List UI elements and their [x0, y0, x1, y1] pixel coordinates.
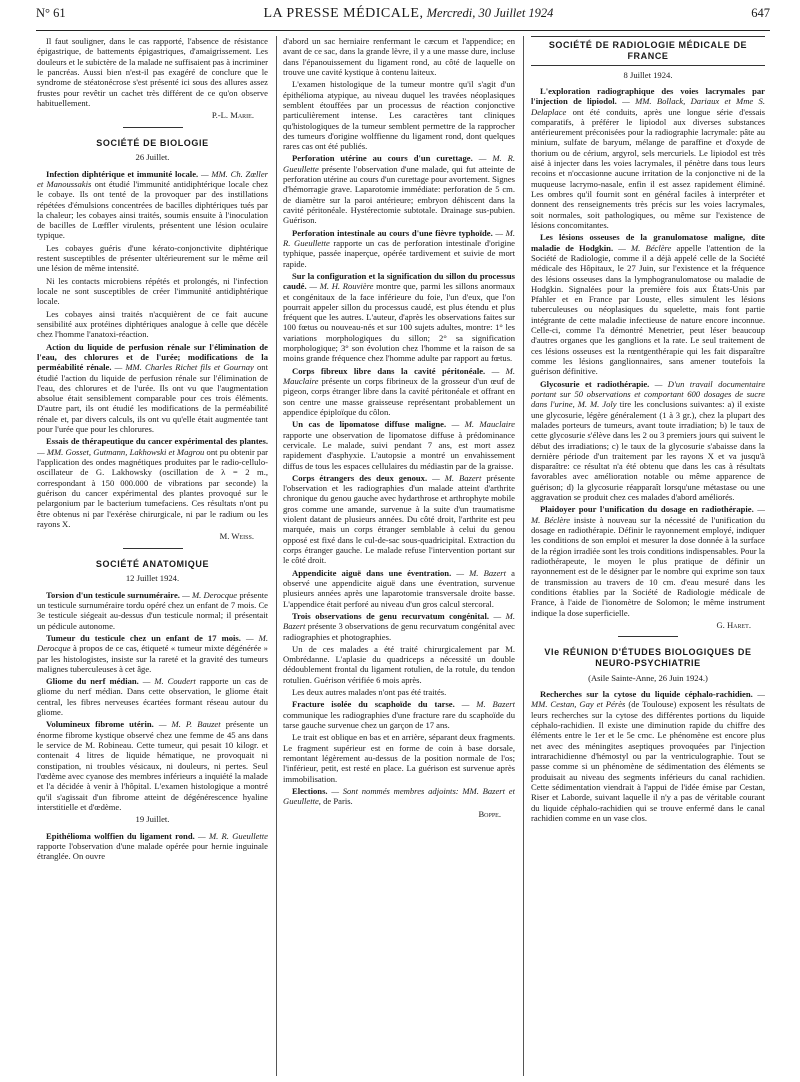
article-authors: — MM. Ch. Zœller et Manoussakis	[37, 168, 268, 189]
article-title: Torsion d'un testicule surnuméraire.	[46, 589, 180, 600]
section-heading-neuro: VIe RÉUNION D'ÉTUDES BIOLOGIQUES DE NEURO-PSYCHIATRIE	[544, 647, 752, 668]
article-title: Volumineux fibrome utérin.	[46, 719, 154, 730]
article-text: Le trait est oblique en bas et en arrière, séparant deux fragments. Le fragment supérieur est en forme de coin à base dorsale, remontant légèrement au-dessus de la position normale de l'os; l'inférieur, petit, est resté en place. La guérison est survenue après immobilisation.	[283, 732, 515, 784]
article-title: Epithélioma wolffien du ligament rond.	[46, 830, 195, 841]
article-text: Les cobayes ainsi traités n'acquièrent de ce fait aucune sensibilité aux protéines diphtériques analogue à celle que décèle chez l'homme l'anatoxi-réaction.	[37, 308, 268, 340]
article-paragraph	[283, 419, 515, 471]
column-3	[531, 36, 765, 1078]
article-title: Action du liquide de perfusion rénale sur l'élimination de l'eau, des chlorures et de l'urée; modifications de la perméabilité rénale.	[37, 341, 268, 373]
article-text: présente l'observation d'une malade, qui fut atteinte de perforation utérine au cours d'un curettage pour avortement. Signes d'hémorragie grave. Laparotomie immédiate: perforation de 5 cm. de diamètre sur la paroi antérieure; embryon déhiscent dans la cavité péritonéale. Hystérectomie subtotale. Drainage sus-pubien. Guérison.	[283, 163, 515, 226]
article-authors: — M. Bazert	[461, 699, 515, 710]
article-paragraph	[531, 504, 765, 617]
article-paragraph	[283, 568, 515, 609]
article-text: présente l'observation et les radiographies d'un malade atteint d'arthrite chronique du genou gauche avec hydarthrose et arthrophyte mobile gros comme une amande, survenue à la suite d'un traumatisme violent datant de plusieurs années. Du côté droit, l'arthrite est peu marquée, mais un corps étranger semblable à celui du genou opposé est fixé dans le cul-de-sac sous-quadricipital. Extraction du corps étranger gauche. Le malade refuse l'intervention portant sur le côté droit.	[283, 472, 515, 566]
article-title: Infection diphtérique et immunité locale.	[46, 168, 199, 179]
article-title: Trois observations de genu recurvatum congénital.	[292, 610, 490, 621]
article-paragraph	[531, 379, 765, 503]
article-title: Essais de thérapeutique du cancer expérimental des plantes.	[46, 436, 268, 447]
article-text: tire les conclusions suivantes: a) il existe une glycosurie, légère généralement (1 à 3 gr.), chez la plupart des malades porteurs de tumeurs, avant toute irradiation; b) le taux de cette glycosurie s'élève dans les 2 ou 3 premiers jours qui suivent le début des irradiations; c) le taux de la glycosurie s'abaisse dans la dernière période d'un traitement par les rayons X et va jusqu'à disparaître: ce résultat n'a été obtenu que dans les cas à résultats favorables avec amélioration notable ou même apparence de guérison; d) la glycosurie réapparaît lorsqu'une métastase ou une aggravation se produit chez ces malades d'abord améliorés.	[531, 399, 765, 503]
section-date-2: 19 Juillet.	[135, 814, 170, 825]
section-heading-biologie: SOCIÉTÉ DE BIOLOGIE	[96, 137, 209, 148]
article-paragraph	[37, 342, 268, 435]
article-title: Fracture isolée du scaphoïde du tarse.	[292, 699, 455, 710]
article-text: ont étudié l'immunité antidiphtérique locale chez le cobaye. Ils ont tenté de la provoquer par des instillations répétées d'émulsions concentrées de bacilles diphtériques tués par la chaleur; les cobayes ainsi traités, soumis ensuite à l'inoculation de bacilles de Lœffler virulents, présentent une lésion oculaire typique.	[37, 178, 268, 241]
article-authors: — M. H. Rouvière	[309, 281, 374, 292]
article-text: à propos de ce cas, étiqueté « tumeur mixte dégénérée » par les histologistes, insiste sur la rareté et la gravité des tumeurs malignes tuberculeuses à cet âge.	[37, 643, 268, 674]
article-authors: — M. R. Gueullette	[283, 153, 515, 174]
radiologie-signature: G. Haret.	[716, 619, 751, 630]
article-text: présente un testicule surnuméraire tordu opéré chez un enfant de 7 mois. Ce 3e testicule siégeait au-dessus d'un testicule normal; il présentait un pédicule autonome.	[37, 589, 268, 631]
article-text: présente 3 observations de genu recurvatum congénital avec radiographies et photographies.	[283, 621, 515, 642]
article-text: (de Toulouse) exposent les résultats de leurs recherches sur la cytose des différentes portions du liquide céphalo-rachidien. Il existe une diminution rapide du chiffre des éléments entre le 1er et le 5e cmc. Le phénomène est encore plus net avec des méningites aseptiques provoquées par l'injection intrarachidienne d'hémostyl ou par la ventriculographie. Tout se passe comme si un phénomène de sédimentation des éléments se produisait au niveau des segments inférieurs du canal rachidien. Cette sédimentation viendrait à l'appui de l'idée émise par Cestan, Riser et Laborde, suivant laquelle il n'y a pas de véritable courant du liquide céphalo-rachidien qui se trouve enfermé dans le canal rachidien comme en un vase clos.	[531, 699, 765, 823]
section-rule	[123, 548, 183, 549]
article-title: Gliome du nerf médian.	[46, 676, 139, 687]
article-text: rapporte une observation de lipomatose diffuse à prédominance cervicale. Le malade, suivi pendant 7 ans, est mort assez rapidement d'asphyxie. L'autopsie a montré un envahissement diffus de tous les espaces cellulaires du médiastin par de la graisse.	[283, 429, 515, 471]
article-paragraph	[283, 366, 515, 418]
article-paragraph	[37, 309, 268, 340]
page-number-right: 647	[751, 6, 770, 20]
article-text: ont pu obtenir par l'application des ondes magnétiques produites par le radio-cellulo-oscillateur de G. Lakhowsky (oscillation de λ = 2 m., correspondant à 150 000.000 de vibrations par seconde) la guérison du cancer expérimental des plantes provoqué sur le pelargonium par le bacterium tumefaciens. Ces résultats n'ont pu être obtenus ni par l'exérèse chirurgicale, ni par le radium ou les rayons X.	[37, 446, 268, 529]
article-title: Perforation intestinale au cours d'une fièvre typhoïde.	[292, 227, 493, 238]
article-paragraph	[283, 732, 515, 784]
article-text: insiste à nouveau sur la nécessité de l'unification du dosage en radiothérapie. Définir le rayonnement employé, indiquer les conditions de son emploi et mesurer la dose donnée à la surface de la région irradiée sont les trois conditions indispensables. Pour la radiothérapeute, le moyen le plus pratique de définir un rayonnement est de le désigner par le nombre qui exprime son taux de transmission au travers de 10 cm. d'eau mesuré dans les conditions établies par la Société de Radiologie médicale de France, à l'aide de l'ionomètre de Solomon; le même instrument indique la dose superficielle.	[531, 514, 765, 618]
section-heading-anatomique: SOCIÉTÉ ANATOMIQUE	[95, 558, 210, 569]
article-paragraph	[283, 687, 515, 697]
section-date: 12 Juillet 1924.	[125, 573, 180, 584]
article-authors: — M. R. Gueullette	[283, 227, 515, 248]
anatomique-items-2	[37, 831, 268, 862]
article-text: communique les radiographies d'une fracture rare du scaphoïde du tarse gauche survenue chez un garçon de 17 ans.	[283, 709, 515, 730]
article-authors: — MM. Charles Richet fils et Gournay	[114, 362, 254, 373]
article-paragraph	[531, 232, 765, 376]
column-2	[283, 36, 515, 1078]
anatomique-items	[37, 590, 268, 813]
neuro-items	[531, 689, 765, 823]
article-authors: — M. Mauclaire	[283, 365, 515, 386]
page-number-left: N° 61	[36, 6, 66, 20]
anatomique-signature: Boppe.	[478, 808, 501, 819]
section-rule	[123, 127, 183, 128]
article-text: Les deux autres malades n'ont pas été traités.	[292, 687, 447, 698]
column-divider-1	[276, 36, 277, 1076]
article-title: Sur la configuration et la signification du sillon du processus caudé.	[283, 270, 515, 292]
article-paragraph	[37, 276, 268, 307]
section-date: (Asile Sainte-Anne, 26 Juin 1924.)	[588, 672, 708, 683]
article-text: Un de ces malades a été traité chirurgicalement par M. Ombrédanne. L'aplasie du quadriceps a nécessité un double dédoublement frontal du ligament rotulien, de la rotule, du tendon rotulien. Guérison vérifiée 6 mois après.	[283, 643, 515, 685]
journal-title-line	[263, 6, 553, 22]
section-heading-radiologie: SOCIÉTÉ DE RADIOLOGIE MÉDICALE DE FRANCE	[531, 36, 765, 66]
column-1	[37, 36, 268, 1078]
anatomique-items-continued	[283, 153, 515, 806]
article-title: Elections.	[292, 785, 328, 796]
article-title: Les lésions osseuses de la granulomatose maligne, dite maladie de Hodgkin.	[531, 232, 765, 253]
article-paragraph	[283, 611, 515, 642]
article-authors: — MM. Gosset, Gutmann, Lakhowski et Magrou	[37, 446, 205, 457]
article-title: L'exploration radiographique des voies lacrymales par l'injection de lipiodol.	[531, 85, 765, 107]
article-text: présente un corps fibrineux de la grosseur d'un œuf de pigeon, corps étranger libre dans la cavité péritonéale et offrant en son centre une masse graisseuse représentant probablement un appendice épiploïque du côlon.	[283, 376, 515, 417]
article-title: Glycosurie et radiothérapie.	[540, 378, 650, 389]
article-title: Plaidoyer pour l'unification du dosage en radiothérapie.	[540, 504, 754, 515]
article-authors: — M. R. Gueullette	[198, 830, 268, 841]
article-paragraph	[37, 831, 268, 862]
intro-signature: P.-L. Marie.	[211, 110, 254, 121]
article-title: Recherches sur la cytose du liquide céphalo-rachidien.	[540, 689, 753, 700]
article-title: Corps fibreux libre dans la cavité péritonéale.	[292, 365, 486, 376]
article-authors: — Sont nommés membres adjoints: MM. Bazert et Gueullette,	[283, 785, 515, 807]
article-paragraph	[37, 436, 268, 529]
article-paragraph	[37, 169, 268, 241]
article-authors: — M. Bazert	[283, 610, 515, 632]
article-text: présente un énorme fibrome kystique observé chez une femme de 45 ans dans le service de M. Robineau. Cette tumeur, qui pesait 10 kilogr. et contenait 4 litres de liquide hématique, ne provoquait ni constipation, ni troubles vésicaux, ni douleurs, ni pertes. Seul l'œdème avec cyanose des membres inférieurs a inquiété la malade et l'a décidée à venir à l'hôpital. L'examen histologique a montré qu'il s'agissait d'un fibrome atteint de dégénérescence hyaline interstitielle et d'œdème.	[37, 719, 268, 812]
article-authors: — M. Mauclaire	[451, 419, 515, 430]
article-text: de Paris.	[323, 796, 353, 807]
article-authors: — D'un travail documentaire portant sur 50 observations et comportant 600 dosages de sucre dans l'urine, M. M. Joly	[531, 378, 765, 410]
section-date: 26 Juillet.	[135, 152, 170, 163]
article-title: Corps étrangers des deux genoux.	[292, 472, 428, 483]
article-title: Perforation utérine au cours d'un curettage.	[292, 153, 473, 164]
biologie-items	[37, 169, 268, 530]
article-text: montre que, parmi les sillons anormaux et congénitaux de la face inférieure du foie, l'un d'eux, que l'on pourrait appeler sillon du processus caudé, est plus étendu et plus fréquent que les autres. L'auteur, d'après les observations faites sur 100 fœtus ou nouveau-nés et sur 100 sujets adultes, montre: 1° les variations morphologiques du sillon; 2° sa signification morphologique; 3° son évolution chez l'homme et la raison de sa moins grande fréquence chez l'homme adulte par rapport au fœtus.	[283, 281, 515, 364]
article-authors: — M. Bazert	[456, 567, 507, 578]
section-rule	[618, 636, 678, 637]
article-title: Tumeur du testicule chez un enfant de 17 mois.	[46, 632, 241, 643]
journal-title: LA PRESSE MÉDICALE,	[263, 6, 424, 21]
article-paragraph	[283, 786, 515, 807]
article-paragraph	[37, 590, 268, 631]
article-paragraph	[283, 473, 515, 566]
continued-paragraph-2: L'examen histologique de la tumeur montre qu'il s'agit d'un épithélioma atypique, au niveau duquel les travées néoplasiques semblent étouffées par un processus de réaction conjonctive particulièrement intense. Les caractères tant cliniques qu'histologiques de la tumeur semblent permettre de la rapprocher des tumeurs d'origine wolffienne du ligament rond, dont quelques rares cas ont été publiés.	[283, 79, 515, 152]
article-paragraph	[37, 633, 268, 674]
article-authors: — M. Béclère	[531, 504, 765, 525]
article-text: a observé une appendicite aiguë dans une éventration, survenue plusieurs années après une laparotomie transversale droite basse. L'appendice était perforé au niveau d'un gros calcul stercoral.	[283, 567, 515, 609]
article-paragraph	[283, 271, 515, 364]
article-paragraph	[283, 228, 515, 269]
article-authors: — M. Derocque	[182, 589, 238, 600]
article-title: Appendicite aiguë dans une éventration.	[292, 567, 452, 578]
article-paragraph	[37, 719, 268, 812]
article-authors: — M. Derocque	[37, 632, 268, 654]
issue-date: Mercredi, 30 Juillet 1924	[426, 6, 554, 20]
article-paragraph	[283, 644, 515, 685]
article-paragraph	[283, 699, 515, 730]
article-paragraph	[37, 243, 268, 274]
article-text: rapporte un cas de gliome du nerf médian. Dans cette observation, le gliome était central, les fibres nerveuses écartées formant réseau autour du gliome.	[37, 676, 268, 718]
intro-paragraph: Il faut souligner, dans le cas rapporté, l'absence de résistance épigastrique, de battements épigastriques, d'amaigrissement. Les douleurs et le subictère de la malade ne suffisaient pas à incriminer le pancréas. Aussi bien n'est-il pas exagéré de conclure que le syndrome de stéatonécrose s'est présenté ici sous des allures assez frustes pour revêtir un cachet très différent de ce qu'on observe habituellement.	[37, 36, 268, 108]
continued-paragraph: d'abord un sac herniaire renfermant le cæcum et l'appendice; en avant de ce sac, dans la grande lèvre, il y a une masse dure, incluse dans l'épanouissement du ligament rond, au côté de laquelle on trouve une cavité kystique à contenu laiteux.	[283, 36, 515, 77]
article-text: appelle l'attention de la Société de Radiologie, comme il a déjà appelé celle de la Société médicale des Hôpitaux, le 27 Juin, sur l'existence et la fréquence des lésions osseuses dans la lymphogranulomatose ou maladie de Hodgkin. Signalées pour la première fois aux États-Unis par Pfahler et en France par Louste, elles simulent les lésions tuberculeuses ou néoplasiques du squelette, mais font partie intégrante de cette maladie infectieuse de nature encore inconnue. Celle-ci, comme l'a démontré Menetrier, peut léser beaucoup d'autres organes que les ganglions et la rate. Le seul traitement de ces lésions osseuses est la rœntgenthérapie qui les fait disparaître comme les lésions ganglionnaires, sans amener toutefois la guérison définitive.	[531, 242, 765, 377]
article-authors: — MM. Cestan, Gay et Pérès	[531, 689, 765, 710]
article-text: Les cobayes guéris d'une kérato-conjonctivite diphtérique restent susceptibles de présenter ultérieurement sur le même œil une lésion de même intensité.	[37, 242, 268, 274]
page-header	[36, 6, 770, 28]
section-date: 8 Juillet 1924.	[623, 69, 673, 80]
article-title: Un cas de lipomatose diffuse maligne.	[292, 419, 447, 430]
article-authors: — M. P. Bauzet	[158, 719, 221, 730]
article-paragraph	[531, 86, 765, 230]
article-text: ont été conduits, après une longue série d'essais comparatifs, à préférer le lipiodol aux diverses substances antérieurement préconisées pour la radiographie lacrymale: pâte au minium, sulfate de baryum, mélange de paraffine et d'oxyde de thorium ou de cérium, argyrol, sels mercuriels. Le lipiodol est très aisé à injecter dans les voies lacrymales, il pénètre dans tous leurs recoins et n'occasionne aucune irritation de la conjonctive ni de la muqueuse lacrymo-nasale, enfin il est assez rapidement éliminé. Les ombres qu'il fournit sont en général faciles à interpréter et donnent des renseignements très précis sur les voies lacrymales, soit normales, soit pathologiques, ou même sur l'existence de lésions concomitantes.	[531, 106, 765, 230]
article-paragraph	[37, 676, 268, 717]
column-divider-2	[523, 36, 524, 1076]
article-authors: — MM. Bollack, Dariaux et Mme S. Delaplace	[531, 96, 765, 117]
article-text: rapporte l'observation d'une malade opérée pour hernie inguinale étranglée. On ouvre	[37, 840, 268, 862]
article-paragraph	[283, 153, 515, 225]
radiologie-items	[531, 86, 765, 618]
article-text: ont étudié l'action du liquide de perfusion rénale sur l'élimination de l'eau, des chlorures et de l'urée. Ils ont vu que l'augmentation absolue était sensiblement comparable pour ces trois éléments. D'autre part, ils ont étudié les modifications de la perméabilité rénale et, par divers calculs, ils ont vu qu'elle était augmentée tant pour l'urée que pour les chlorures.	[37, 362, 268, 435]
biologie-signature: M. Weiss.	[219, 531, 254, 542]
article-authors: — M. Coudert	[142, 676, 196, 687]
article-paragraph	[531, 689, 765, 823]
article-text: rapporte un cas de perforation intestinale d'origine typhique, passée inaperçue, opérée tardivement et suivie de mort rapide.	[283, 237, 515, 269]
header-rule	[36, 30, 770, 31]
article-text: Ni les contacts microbiens répétés et prolongés, ni l'infection locale ne sont susceptibles de créer l'immunité antidiphtérique locale.	[37, 275, 268, 307]
article-authors: — M. Béclère	[618, 242, 672, 253]
article-authors: — M. Bazert	[432, 472, 482, 483]
